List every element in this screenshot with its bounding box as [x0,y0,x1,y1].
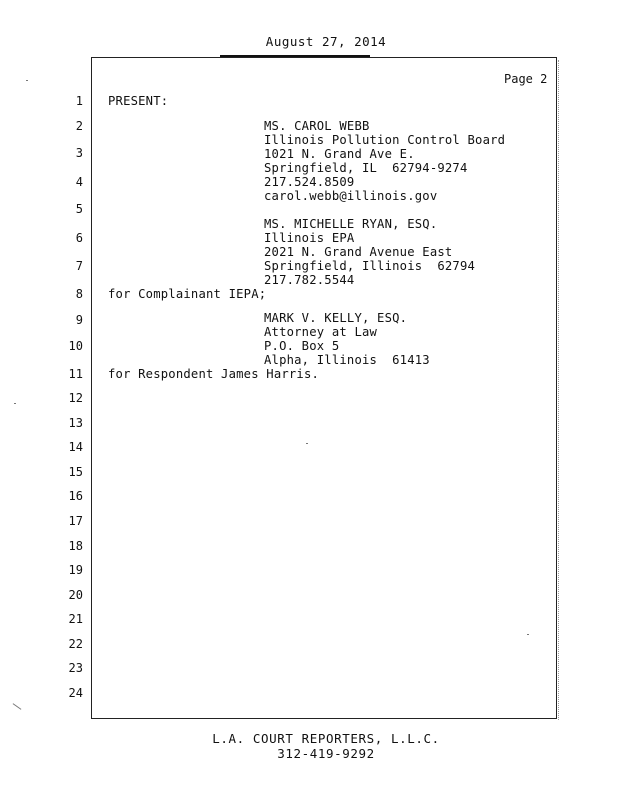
attendee-phone-ryan: 217.782.5544 [264,273,355,287]
present-heading: PRESENT: [108,94,169,108]
line-number-15: 15 [68,465,83,479]
complainant-role: for Complainant IEPA; [108,287,267,301]
line-number-14: 14 [68,440,83,454]
scan-speck [26,80,28,81]
attendee-org-ryan: Illinois EPA [264,231,355,245]
line-number-11: 11 [68,367,83,381]
line-number-9: 9 [75,313,83,327]
scan-speck [14,403,16,404]
attendee-city-ryan: Springfield, Illinois 62794 [264,259,476,273]
line-number-2: 2 [75,119,83,133]
line-number-24: 24 [68,686,83,700]
attendee-address-ryan: 2021 N. Grand Avenue East [264,245,453,259]
attendee-name-ryan: MS. MICHELLE RYAN, ESQ. [264,217,438,231]
line-number-13: 13 [68,416,83,430]
attendee-name-webb: MS. CAROL WEBB [264,119,370,133]
attendee-email-webb: carol.webb@illinois.gov [264,189,438,203]
line-number-16: 16 [68,489,83,503]
line-number-12: 12 [68,391,83,405]
footer-company: L.A. COURT REPORTERS, L.L.C. [212,731,440,746]
attendee-org-webb: Illinois Pollution Control Board [264,133,506,147]
attendee-title-kelly: Attorney at Law [264,325,378,339]
attendee-address-webb: 1021 N. Grand Ave E. [264,147,415,161]
attendee-name-kelly: MARK V. KELLY, ESQ. [264,311,408,325]
attendee-address-kelly: P.O. Box 5 [264,339,340,353]
line-number-3: 3 [75,146,83,160]
line-number-10: 10 [68,339,83,353]
line-number-20: 20 [68,588,83,602]
line-number-18: 18 [68,539,83,553]
line-number-17: 17 [68,514,83,528]
scan-speck [527,634,529,635]
footer-phone: 312-419-9292 [277,746,375,761]
transcript-date: August 27, 2014 [265,34,387,49]
scan-speck [13,703,22,710]
line-number-7: 7 [75,259,83,273]
attendee-city-webb: Springfield, IL 62794-9274 [264,161,468,175]
line-number-8: 8 [75,287,83,301]
respondent-role: for Respondent James Harris. [108,367,320,381]
line-number-19: 19 [68,563,83,577]
line-number-4: 4 [75,175,83,189]
line-number-21: 21 [68,612,83,626]
line-number-5: 5 [75,202,83,216]
attendee-phone-webb: 217.524.8509 [264,175,355,189]
line-number-22: 22 [68,637,83,651]
line-number-1: 1 [75,94,83,108]
line-number-23: 23 [68,661,83,675]
line-number-6: 6 [75,231,83,245]
attendee-city-kelly: Alpha, Illinois 61413 [264,353,430,367]
scan-speck [306,443,308,444]
scan-edge-artifact [558,60,561,720]
page-number-label: Page 2 [504,72,548,86]
